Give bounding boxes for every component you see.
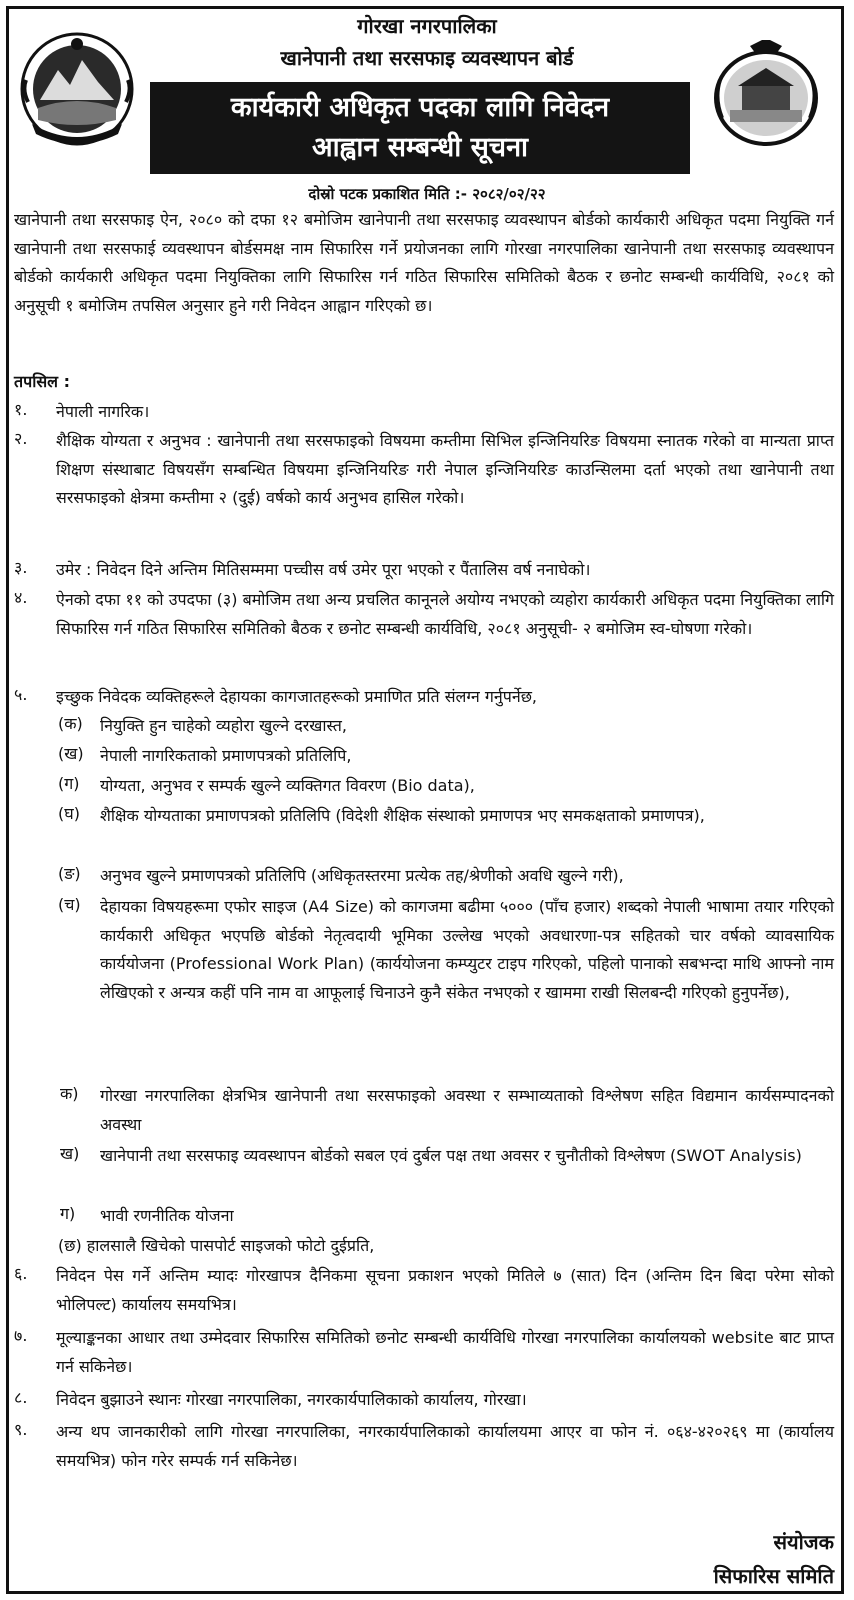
- sub-sub-item-number: ग): [60, 1204, 76, 1223]
- list-item: इच्छुक निवेदक व्यक्तिहरूले देहायका कागजातहरूको प्रमाणित प्रति संलग्न गर्नुपर्नेछ,: [56, 687, 538, 706]
- publish-date: दोस्रो पटक प्रकाशित मिति :- २०८२/०२/२२: [308, 185, 546, 203]
- item-number: ९.: [14, 1420, 28, 1439]
- item-number: ३.: [14, 558, 28, 577]
- sub-list-item: नियुक्ति हुन चाहेको व्यहोरा खुल्ने दरखास्त,: [100, 716, 347, 735]
- item-number: ५.: [14, 685, 28, 704]
- org-name: गोरखा नगरपालिका: [357, 14, 497, 38]
- signature-committee: सिफारिस समिति: [713, 1564, 834, 1588]
- item-number: २.: [14, 429, 28, 448]
- sub-list-item-chha: (छ) हालसालै खिचेको पासपोर्ट साइजको फोटो दुईप्रति,: [58, 1236, 375, 1255]
- sub-sub-list-item: खानेपानी तथा सरसफाइ व्यवस्थापन बोर्डको सबल एवं दुर्बल पक्ष तथा अवसर र चुनौतीको विश्लेषण (SWOT Analysis): [100, 1146, 802, 1165]
- list-item: शैक्षिक योग्यता र अनुभव : खानेपानी तथा सरसफाइको विषयमा कम्तीमा सिभिल इन्जिनियरिङ विषयमा स्नातक गरेको वा मान्यता प्राप्त शिक्षण संस्थाबाट विषयसँग सम्बन्धित विषयमा इन्जिनियरिङ गरी नेपाल इन्जिनियरिङ काउन्सिलमा दर्ता भएको तथा खानेपानी तथा सरसफाइको क्षेत्रमा कम्तीमा २ (दुई) वर्षको कार्य अनुभव हासिल गरेको।: [56, 431, 834, 508]
- intro-paragraph: खानेपानी तथा सरसफाइ ऐन, २०८० को दफा १२ बमोजिम खानेपानी तथा सरसफाइ व्यवस्थापन बोर्डको कार्यकारी अधिकृत पदमा नियुक्ति गर्न खानेपानी तथा सरसफाई व्यवस्थापन बोर्डसमक्ष नाम सिफारिस गर्ने प्रयोजनका लागि गोरखा नगरपालिका खानेपानी तथा सरसफाइ व्यवस्थापन बोर्डको कार्यकारी अधिकृत पदमा नियुक्तिका लागि सिफारिस गर्न गठित सिफारिस समितिको बैठक र छनोट सम्बन्धी कार्यविधि, २०८१ को अनुसूची १ बमोजिम तपसिल अनुसार हुने गरी निवेदन आह्वान गरिएको छ।: [14, 210, 834, 315]
- sub-sub-list-item: गोरखा नगरपालिका क्षेत्रभित्र खानेपानी तथा सरसफाइको अवस्था र सम्भाव्यताको विश्लेषण सहित विद्यमान कार्यसम्पादनको अवस्था: [100, 1086, 834, 1134]
- sub-list-item: योग्यता, अनुभव र सम्पर्क खुल्ने व्यक्तिगत विवरण (Bio data),: [100, 776, 475, 795]
- sub-item-number: (क): [58, 714, 83, 733]
- sub-list-item: नेपाली नागरिकताको प्रमाणपत्रको प्रतिलिपि,: [100, 746, 352, 765]
- list-item: मूल्याङ्कनका आधार तथा उम्मेदवार सिफारिस समितिको छनोट सम्बन्धी कार्यविधि गोरखा नगरपालिका कार्यालयको website बाट प्राप्त गर्न सकिनेछ।: [56, 1328, 834, 1376]
- list-item: ऐनको दफा ११ को उपदफा (३) बमोजिम तथा अन्य प्रचलित कानूनले अयोग्य नभएको व्यहोरा कार्यकारी अधिकृत पदमा नियुक्तिका लागि सिफारिस गर्न गठित सिफारिस समितिको बैठक र छनोट सम्बन्धी कार्यविधि, २०८१ अनुसूची- २ बमोजिम स्व-घोषणा गरेको।: [56, 590, 834, 638]
- tapsil-heading: तपसिल :: [14, 372, 70, 391]
- sub-item-number: (ग): [58, 774, 80, 793]
- sub-list-item: शैक्षिक योग्यताका प्रमाणपत्रको प्रतिलिपि (विदेशी शैक्षिक संस्थाको प्रमाणपत्र भए समकक्षताको प्रमाणपत्र),: [100, 806, 705, 825]
- sub-sub-item-number: क): [60, 1084, 79, 1103]
- sub-item-number: (ङ): [58, 864, 81, 883]
- notice-title-banner: [150, 82, 690, 174]
- sub-list-item: देहायका विषयहरूमा एफोर साइज (A4 Size) को कागजमा बढीमा ५००० (पाँच हजार) शब्दको नेपाली भाषामा तयार गरिएको कार्यकारी अधिकृत भएपछि बोर्डको नेतृत्वदायी भूमिका उल्लेख भएको अवधारणा-पत्र सहितको चार वर्षको व्यावसायिक कार्ययोजना (Professional Work Plan) (कार्ययोजना कम्प्युटर टाइप गरिएको, पहिलो पानाको सबभन्दा माथि आफ्नो नाम लेखिएको र अन्यत्र कहीं पनि नाम वा आफूलाई चिनाउने कुनै संकेत नभएको र खाममा राखी सिलबन्दी गरिएको हुनुपर्नेछ),: [100, 897, 834, 1002]
- list-item: निवेदन बुझाउने स्थानः गोरखा नगरपालिका, नगरकार्यपालिकाको कार्यालय, गोरखा।: [56, 1390, 527, 1409]
- list-item: अन्य थप जानकारीको लागि गोरखा नगरपालिका, नगरकार्यपालिकाको कार्यालयमा आएर वा फोन नं. ०६४-४२०२६९ मा (कार्यालय समयभित्र) फोन गरेर सम्पर्क गर्न सकिनेछ।: [56, 1422, 834, 1470]
- sub-sub-item-number: ख): [60, 1144, 80, 1163]
- signature-title: संयोजक: [773, 1530, 834, 1554]
- sub-item-number: (ख): [58, 744, 84, 763]
- board-name: खानेपानी तथा सरसफाइ व्यवस्थापन बोर्ड: [280, 46, 574, 70]
- sub-item-number: (च): [58, 895, 81, 914]
- sub-sub-list-item: भावी रणनीतिक योजना: [100, 1206, 234, 1225]
- list-item: उमेर : निवेदन दिने अन्तिम मितिसम्ममा पच्चीस वर्ष उमेर पूरा भएको र पैंतालिस वर्ष ननाघेको।: [56, 560, 591, 579]
- sub-item-number: (घ): [58, 804, 80, 823]
- notice-title-line1: कार्यकारी अधिकृत पदका लागि निवेदन: [230, 92, 610, 123]
- item-number: ८.: [14, 1388, 28, 1407]
- item-number: ७.: [14, 1326, 28, 1345]
- item-number: ६.: [14, 1264, 28, 1283]
- notice-title-line2: आह्वान सम्बन्धी सूचना: [311, 132, 529, 163]
- list-item: नेपाली नागरिक।: [56, 402, 150, 421]
- sub-list-item: अनुभव खुल्ने प्रमाणपत्रको प्रतिलिपि (अधिकृतस्तरमा प्रत्येक तह/श्रेणीको अवधि खुल्ने गरी),: [100, 866, 624, 885]
- list-item: निवेदन पेस गर्ने अन्तिम म्यादः गोरखापत्र दैनिकमा सूचना प्रकाशन भएको मितिले ७ (सात) दिन (अन्तिम दिन बिदा परेमा सोको भोलिपल्ट) कार्यालय समयभित्र।: [56, 1266, 834, 1314]
- item-number: ४.: [14, 588, 28, 607]
- item-number: १.: [14, 400, 28, 419]
